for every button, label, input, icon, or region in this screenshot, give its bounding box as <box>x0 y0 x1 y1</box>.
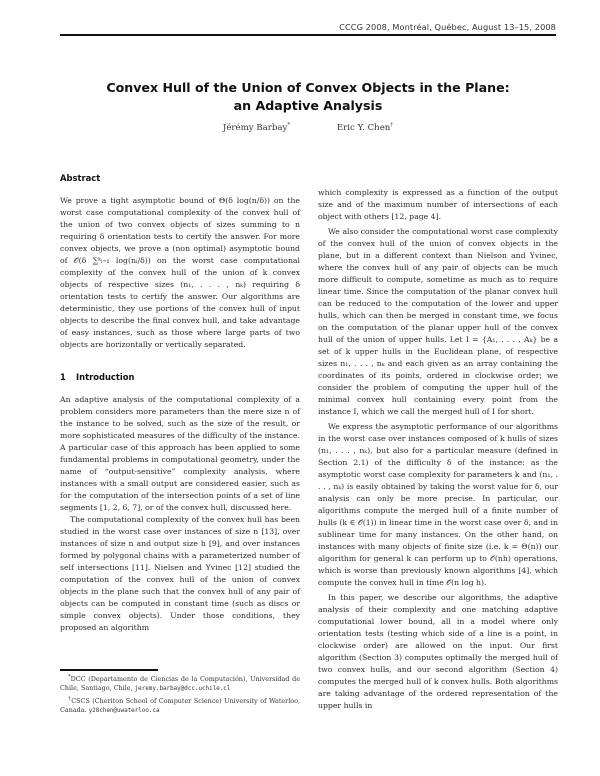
footnote-email[interactable]: y28chen@uwaterloo.ca <box>88 708 160 715</box>
author-2 <box>337 122 393 133</box>
body-paragraph: which complexity is expressed as a function of the output size and of the maximum number of intersections of each object with others [12, page 4]. <box>318 188 558 221</box>
title-line-2: an Adaptive Analysis <box>233 98 383 113</box>
abstract-text: We prove a tight asymptotic bound of Θ(δ log(n/δ)) on the worst case computational complexity of the convex hull of the union of two convex objects of sizes summing to n requiring δ orientation tests to certify the answer. For more convex objects, we prove a (non optimal) asymptotic bound of 𝒪(δ ∑ᵏᵢ₌₁ log(nᵢ/δ)) on the worst case computational complexity of the convex hull of the union of k convex objects of respective sizes (n₁, . . . , nₖ) requiring δ orientation tests to certify the answer. Our algorithms are deterministic, they use portions of the convex hull of input objects to describe the final convex hull, and take advantage of easy instances, such as those where large parts of two objects are horizontally or vertically separated. <box>60 196 300 349</box>
body-paragraph: In this paper, we describe our algorithms, the adaptive analysis of their complexity and one matching adaptive computational lower bound, all in a model where only orientation tests (testing which side of a line is a point, in clockwise order) are allowed on the input. Our first algorithm (Section 3) computes optimally the merged hull of two convex hulls, and our second algorithm (Section 4) computes the merged hull of k convex hulls. Both algorithms are taking advantage of the ordered representation of the upper hulls in <box>318 593 558 710</box>
footnote-text: CSCS (Cheriton School of Computer Science) University of Waterloo, Canada. <box>60 696 301 715</box>
intro-paragraph-2: The computational complexity of the convex hull has been studied in the worst case over instances of size n [13], over instances of size n and output size h [9], and over instances formed by polygonal chains with a parameterized number of self intersections [11]. Nielsen and Yvinec [12] studied the computation of the convex hull of the union of convex objects in the plane such that the convex hull of any pair of objects can be computed in constant time (such as discs or simple convex objects). Under those conditions, they proposed an algorithm <box>60 515 300 632</box>
footnote-1 <box>60 673 300 695</box>
footnote-text: DCC (Departamento de Ciencias de la Computación), Universidad de Chile, Santiago, Chile, <box>60 675 300 693</box>
body-paragraph: We also consider the computational worst case complexity of the convex hull of the union of convex objects in the plane, but in a different context than Nielson and Yvinec, where the convex hull of any pair of objects can be much more difficult to compute, sometime as much as to require linear time. Since the computation of the planar convex hull can be reduced to the computation of the lower and upper hulls, which can then be merged in constant time, we focus on the computation of the planar upper hull of the convex hull of the union of upper hulls. Let I = {A₁, . . . , Aₖ} be a set of k upper hulls in the Euclidean plane, of respective sizes n₁, . . . , nₖ and each given as an array containing the coordinates of its points, ordered in clockwise order; we consider the problem of computing the upper hull of the minimal convex hull containing every point from the instance I, which we call the merged hull of I for short. <box>318 227 558 416</box>
footnote-email[interactable]: jeremy.barbay@dcc.uchile.cl <box>134 686 231 693</box>
footnote-mark: † <box>390 122 394 128</box>
footnote-mark: * <box>68 674 71 680</box>
right-column <box>318 187 558 712</box>
body-paragraph: We express the asymptotic performance of our algorithms in the worst case over instances composed of k hulls of sizes (n₁, . . . , nₖ), but also for a particular measure (defined in Section 2.1) of the difficulty δ of the instance: as the asymptotic worst case complexity for parameters k and (n₁, . . . , nₖ) is easily obtained by taking the worst value for δ, our analysis can only be more precise. In particular, our algorithms compute the merged hull of a finite number of hulls (k ∈ 𝒪(1)) in linear time in the worst case over δ, and in sublinear time for many instances. On the other hand, on instances with many objects of finite size (i.e. k = Θ(n)) our algorithm for general k can perform up to 𝒪(nh) operations, which is worse than previously known algorithms [4], which compute the convex hull in time 𝒪(n log h). <box>318 422 558 587</box>
section-title: Introduction <box>76 372 135 382</box>
author-1 <box>223 122 290 133</box>
author-name: Jérémy Barbay <box>222 122 288 133</box>
left-column <box>60 172 300 634</box>
section-heading-introduction <box>60 371 300 383</box>
intro-paragraph-1: An adaptive analysis of the computational complexity of a problem considers more parameters than the mere size n of the instance to be solved, such as the size of the result, or more sophisticated measures of the difficulty of the instance. A particular case of this approach has been applied to some fundamental problems in computational geometry, under the name of “output-sensitive” complexity analysis, where instances with a small output are considered easier, such as for the computation of the intersection points of a set of line segments [1, 2, 6, 7], or of the convex hull, discussed here. <box>60 395 300 512</box>
paper-title <box>60 79 556 115</box>
authors <box>60 122 556 133</box>
footnote-rule <box>60 669 158 671</box>
title-line-1: Convex Hull of the Union of Convex Objects in the Plane: <box>106 80 510 95</box>
footnote-2 <box>60 695 300 717</box>
footnote-mark: † <box>68 695 72 702</box>
section-number: 1 <box>60 372 66 382</box>
abstract-heading: Abstract <box>60 173 101 183</box>
footnotes <box>60 673 300 716</box>
header-rule <box>60 34 556 36</box>
running-head: CCCG 2008, Montréal, Québec, August 13–15, 2008 <box>339 22 556 32</box>
footnote-mark: * <box>287 122 291 128</box>
author-name: Eric Y. Chen <box>336 122 391 133</box>
